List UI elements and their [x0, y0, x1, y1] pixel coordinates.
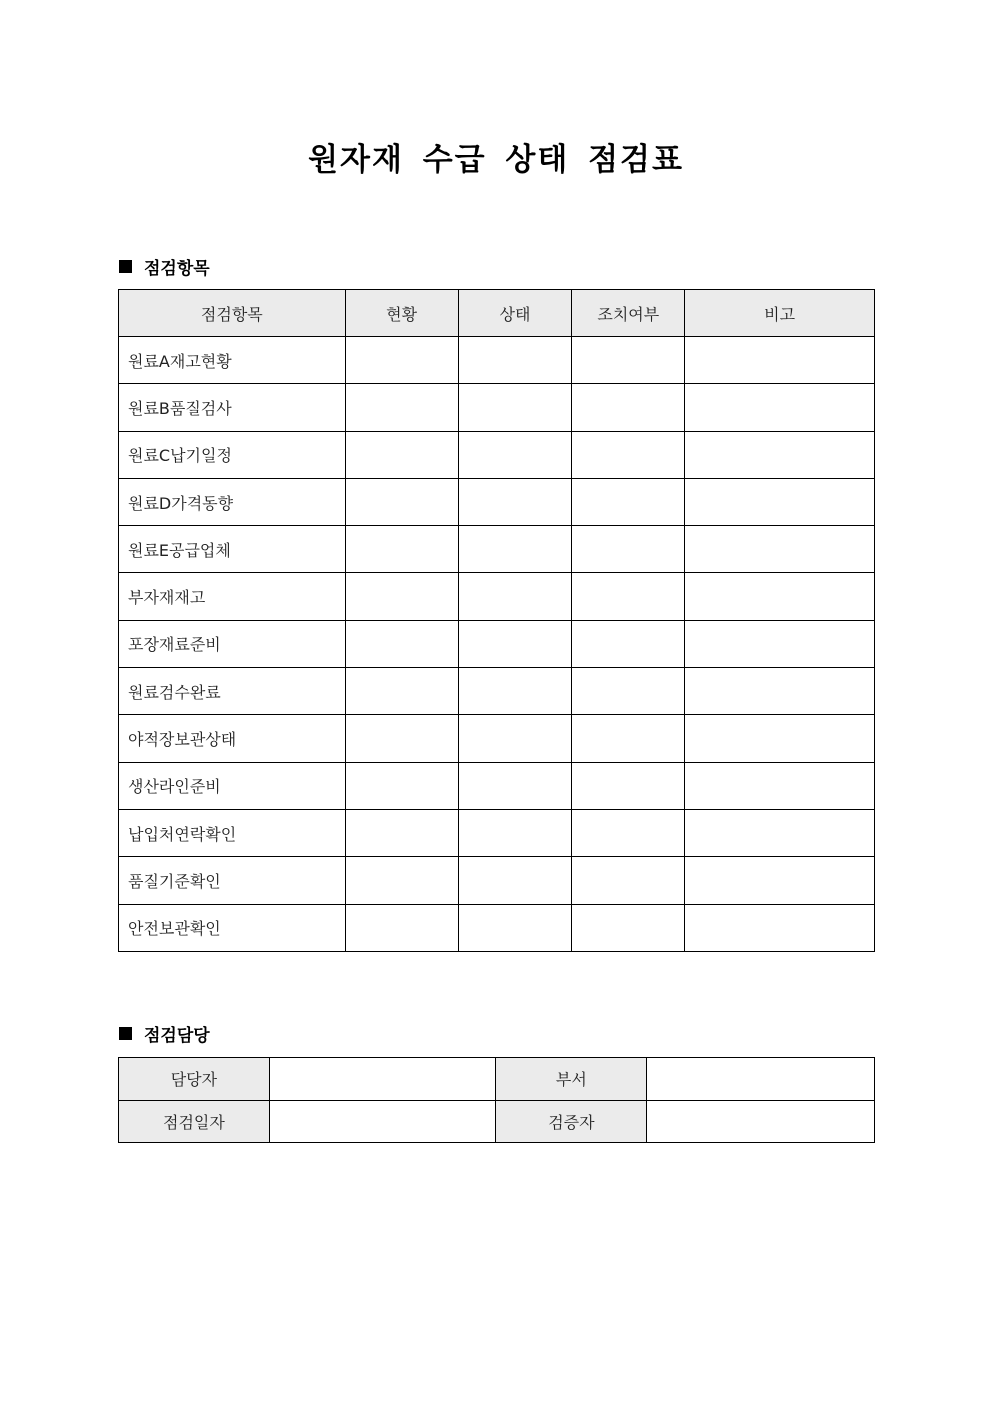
table-row — [119, 668, 875, 715]
note-cell[interactable] — [685, 715, 875, 762]
status-cell[interactable] — [345, 337, 458, 384]
action-cell[interactable] — [572, 620, 685, 667]
black-square-bullet-icon — [119, 1027, 132, 1040]
item-cell: 포장재료준비 — [119, 620, 346, 667]
column-header-item: 점검항목 — [119, 290, 346, 337]
inspection-date-label: 점검일자 — [119, 1100, 270, 1143]
state-cell[interactable] — [458, 526, 572, 573]
column-header-action: 조치여부 — [572, 290, 685, 337]
column-header-note: 비고 — [685, 290, 875, 337]
action-cell[interactable] — [572, 762, 685, 809]
state-cell[interactable] — [458, 573, 572, 620]
item-cell: 원료A재고현황 — [119, 337, 346, 384]
staff-row — [119, 1100, 875, 1143]
staff-heading-label: 점검담당 — [144, 1026, 210, 1046]
state-cell[interactable] — [458, 857, 572, 904]
table-row — [119, 715, 875, 762]
action-cell[interactable] — [572, 431, 685, 478]
column-header-state: 상태 — [458, 290, 572, 337]
inspection-section-heading — [119, 254, 210, 279]
staff-table — [118, 1057, 875, 1143]
status-cell[interactable] — [345, 809, 458, 856]
staff-row — [119, 1058, 875, 1101]
inspection-date-field[interactable] — [269, 1100, 496, 1143]
manager-field[interactable] — [269, 1058, 496, 1101]
item-cell: 납입처연락확인 — [119, 809, 346, 856]
note-cell[interactable] — [685, 478, 875, 525]
action-cell[interactable] — [572, 904, 685, 951]
document-title: 원자재 수급 상태 점검표 — [308, 142, 684, 178]
state-cell[interactable] — [458, 337, 572, 384]
table-row — [119, 857, 875, 904]
item-cell: 부자재재고 — [119, 573, 346, 620]
action-cell[interactable] — [572, 857, 685, 904]
note-cell[interactable] — [685, 526, 875, 573]
state-cell[interactable] — [458, 762, 572, 809]
manager-label: 담당자 — [119, 1058, 270, 1101]
note-cell[interactable] — [685, 668, 875, 715]
item-cell: 생산라인준비 — [119, 762, 346, 809]
note-cell[interactable] — [685, 573, 875, 620]
status-cell[interactable] — [345, 384, 458, 431]
item-cell: 원료B품질검사 — [119, 384, 346, 431]
department-field[interactable] — [647, 1058, 875, 1101]
status-cell[interactable] — [345, 904, 458, 951]
item-cell: 야적장보관상태 — [119, 715, 346, 762]
state-cell[interactable] — [458, 384, 572, 431]
black-square-bullet-icon — [119, 260, 132, 273]
table-row — [119, 762, 875, 809]
column-header-status: 현황 — [345, 290, 458, 337]
note-cell[interactable] — [685, 762, 875, 809]
state-cell[interactable] — [458, 715, 572, 762]
action-cell[interactable] — [572, 809, 685, 856]
note-cell[interactable] — [685, 384, 875, 431]
item-cell: 원료C납기일정 — [119, 431, 346, 478]
action-cell[interactable] — [572, 668, 685, 715]
table-row — [119, 431, 875, 478]
note-cell[interactable] — [685, 337, 875, 384]
table-row — [119, 478, 875, 525]
status-cell[interactable] — [345, 857, 458, 904]
status-cell[interactable] — [345, 478, 458, 525]
action-cell[interactable] — [572, 478, 685, 525]
status-cell[interactable] — [345, 668, 458, 715]
department-label: 부서 — [496, 1058, 647, 1101]
item-cell: 품질기준확인 — [119, 857, 346, 904]
table-row — [119, 620, 875, 667]
staff-section-heading — [119, 1021, 210, 1046]
item-cell: 원료검수완료 — [119, 668, 346, 715]
status-cell[interactable] — [345, 431, 458, 478]
table-row — [119, 573, 875, 620]
state-cell[interactable] — [458, 809, 572, 856]
note-cell[interactable] — [685, 904, 875, 951]
inspection-heading-label: 점검항목 — [144, 259, 210, 279]
status-cell[interactable] — [345, 715, 458, 762]
table-row — [119, 809, 875, 856]
state-cell[interactable] — [458, 904, 572, 951]
inspection-table-header — [119, 290, 875, 337]
state-cell[interactable] — [458, 431, 572, 478]
note-cell[interactable] — [685, 809, 875, 856]
state-cell[interactable] — [458, 478, 572, 525]
note-cell[interactable] — [685, 857, 875, 904]
verifier-label: 검증자 — [496, 1100, 647, 1143]
state-cell[interactable] — [458, 620, 572, 667]
action-cell[interactable] — [572, 384, 685, 431]
verifier-field[interactable] — [647, 1100, 875, 1143]
action-cell[interactable] — [572, 337, 685, 384]
action-cell[interactable] — [572, 573, 685, 620]
status-cell[interactable] — [345, 573, 458, 620]
table-row — [119, 526, 875, 573]
table-row — [119, 384, 875, 431]
status-cell[interactable] — [345, 762, 458, 809]
state-cell[interactable] — [458, 668, 572, 715]
status-cell[interactable] — [345, 526, 458, 573]
item-cell: 원료D가격동향 — [119, 478, 346, 525]
action-cell[interactable] — [572, 715, 685, 762]
note-cell[interactable] — [685, 620, 875, 667]
status-cell[interactable] — [345, 620, 458, 667]
table-row — [119, 337, 875, 384]
item-cell: 안전보관확인 — [119, 904, 346, 951]
table-row — [119, 904, 875, 951]
action-cell[interactable] — [572, 526, 685, 573]
item-cell: 원료E공급업체 — [119, 526, 346, 573]
inspection-table — [118, 289, 875, 952]
note-cell[interactable] — [685, 431, 875, 478]
